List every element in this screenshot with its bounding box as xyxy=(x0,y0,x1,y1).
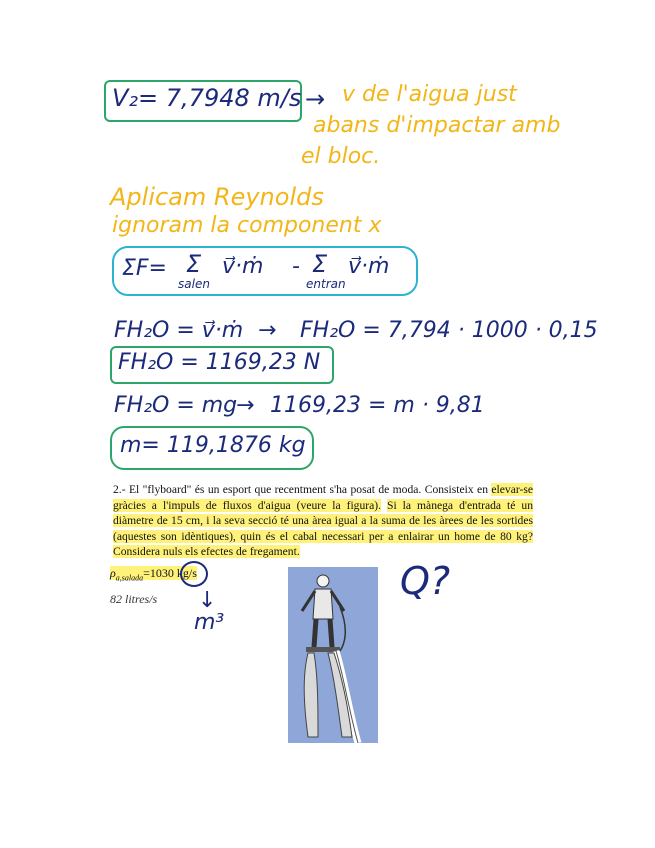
flyboard-illustration xyxy=(288,567,378,743)
arrow-down-icon: ↓ xyxy=(198,588,217,613)
v2-note-line1: v de l'aigua just xyxy=(342,82,517,107)
flow-liters: 82 litres/s xyxy=(110,592,158,606)
problem-highlight-1: elevar-se gràcies a l'impuls de fluxos d'aigua (veure la figura). xyxy=(113,483,533,512)
problem-highlight-2: Si la mànega d'entrada té un diàmetre de 15 cm, i la seva secció té una àrea igual a la suma de les àrees de les sortides (aquestes son idèntiques), quin és el cabal necessari per a enlairar un home de 80 kg? Considera nuls els efectes de fregament. xyxy=(113,498,533,559)
fh2o-arrow: → xyxy=(258,318,277,343)
mg-calculation: 1169,23 = m · 9,81 xyxy=(270,393,485,418)
apply-line2: ignoram la component x xyxy=(112,213,382,238)
v2-result: V₂= 7,7948 m/s xyxy=(112,84,302,112)
mg-equation: FH₂O = mg xyxy=(114,393,238,418)
question-flow: Q? xyxy=(400,559,451,603)
circle-mark xyxy=(180,561,208,587)
flyboard-figure xyxy=(288,567,378,743)
sum-symbol-2: Σ xyxy=(312,250,328,278)
fh2o-definition: FH₂O = v⃗·ṁ xyxy=(114,318,244,343)
v2-note-line2: abans d'impactar amb xyxy=(313,113,561,138)
sum-minus: - xyxy=(292,254,300,279)
v2-note-line3: el bloc. xyxy=(301,144,381,169)
sum-term-1: v⃗·ṁ xyxy=(222,254,264,279)
mg-arrow: → xyxy=(236,393,255,418)
fh2o-calculation: FH₂O = 7,794 · 1000 · 0,15 xyxy=(300,318,598,343)
sum-term-2: v⃗·ṁ xyxy=(348,254,390,279)
sum-forces-lhs: ΣF= xyxy=(122,256,167,281)
rho-value: =1030 kg/s xyxy=(143,566,197,580)
rho-symbol: ρ xyxy=(110,566,116,580)
fh2o-result: FH₂O = 1169,23 N xyxy=(118,350,321,375)
sum-sub-2: entran xyxy=(306,277,346,291)
rho-subscript: a,salada xyxy=(115,573,144,583)
mass-result: m= 119,1876 kg xyxy=(120,433,306,458)
problem-intro: 2.- El "flyboard" és un esport que recentment s'ha posat de moda. Consisteix en xyxy=(113,483,492,496)
v2-arrow: → xyxy=(305,85,326,113)
m3-label: m³ xyxy=(194,610,225,635)
sum-sub-1: salen xyxy=(178,277,210,291)
apply-line1: Aplicam Reynolds xyxy=(110,183,324,211)
sum-symbol-1: Σ xyxy=(186,250,202,278)
problem-text xyxy=(113,482,533,560)
